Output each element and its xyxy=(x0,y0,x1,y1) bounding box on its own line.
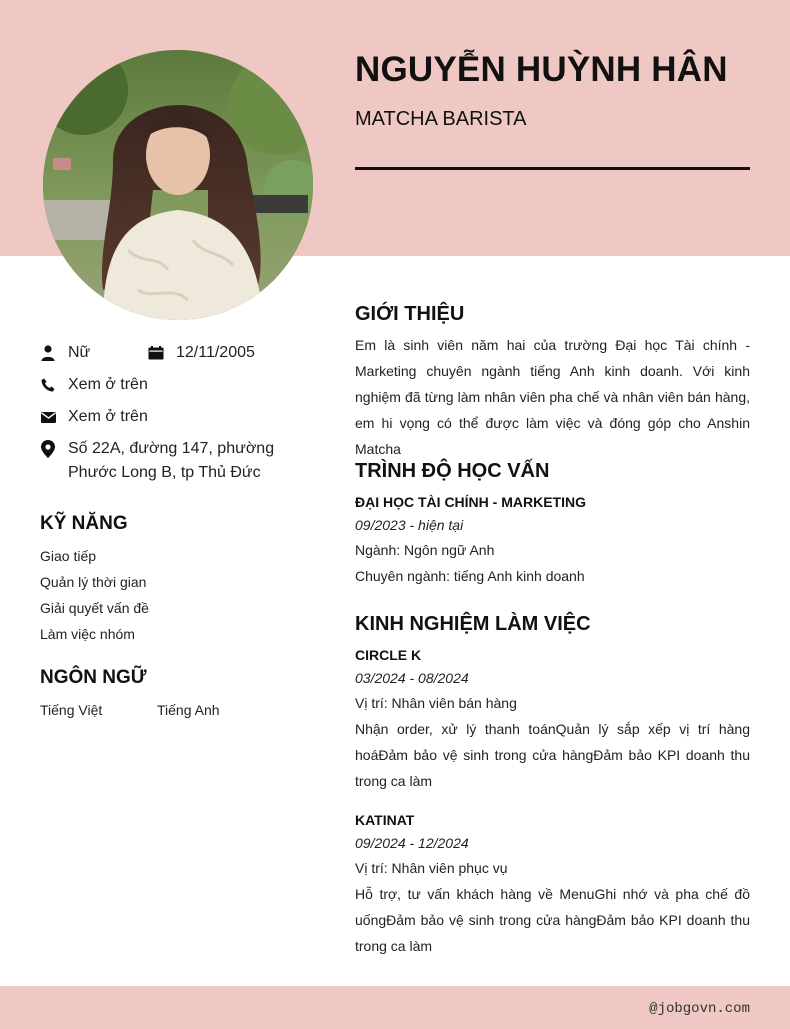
job-description: Nhận order, xử lý thanh toánQuản lý sắp xếp vị trí hàng hoáĐảm bảo vệ sinh trong cửa hàngĐảm bảo KPI doanh thu trong ca làm xyxy=(355,721,750,789)
gender-row xyxy=(40,341,90,365)
job-position: Vị trí: Nhân viên bán hàng xyxy=(355,695,517,711)
birthdate-row xyxy=(148,341,255,365)
language-item: Tiếng Anh xyxy=(157,702,220,718)
source-watermark: @jobgovn.com xyxy=(649,1001,750,1017)
skill-item: Giải quyết vấn đề xyxy=(40,600,149,616)
email-value: Xem ở trên xyxy=(68,408,148,425)
education-specialization: Chuyên ngành: tiếng Anh kinh doanh xyxy=(355,568,585,584)
phone-value: Xem ở trên xyxy=(68,376,148,393)
email-row xyxy=(40,405,148,429)
phone-row xyxy=(40,373,148,397)
skill-item: Làm việc nhóm xyxy=(40,626,135,642)
education-heading: TRÌNH ĐỘ HỌC VẤN xyxy=(355,460,550,482)
experience-heading: KINH NGHIỆM LÀM VIỆC xyxy=(355,613,591,635)
intro-heading: GIỚI THIỆU xyxy=(355,303,465,325)
job-company: CIRCLE K xyxy=(355,647,422,663)
job-period: 09/2024 - 12/2024 xyxy=(355,835,469,851)
intro-text: Em là sinh viên năm hai của trường Đại học Tài chính - Marketing chuyên ngành tiếng Anh kinh doanh. Với kinh nghiệm đã từng làm nhân viên pha chế và nhân viên bán hàng, em hi vọng có thể được làm việc và đóng góp cho Anshin Matcha xyxy=(355,337,750,457)
address-value: Số 22A, đường 147, phường Phước Long B, tp Thủ Đức xyxy=(68,440,275,481)
mail-icon xyxy=(40,405,56,429)
education-major: Ngành: Ngôn ngữ Anh xyxy=(355,542,495,558)
skills-heading: KỸ NĂNG xyxy=(40,513,128,534)
job-description: Hỗ trợ, tư vấn khách hàng về MenuGhi nhớ và pha chế đồ uốngĐảm bảo vệ sinh trong cửa hàngĐảm bảo KPI doanh thu trong ca làm xyxy=(355,886,750,954)
address-row xyxy=(40,437,325,485)
languages-heading: NGÔN NGỮ xyxy=(40,667,147,688)
birthdate-value: 12/11/2005 xyxy=(176,344,255,361)
school-name: ĐẠI HỌC TÀI CHÍNH - MARKETING xyxy=(355,494,586,510)
job-title: MATCHA BARISTA xyxy=(355,108,527,130)
skill-item: Quản lý thời gian xyxy=(40,574,147,590)
education-period: 09/2023 - hiện tại xyxy=(355,517,464,533)
candidate-name: NGUYỄN HUỲNH HÂN xyxy=(355,50,728,89)
user-icon xyxy=(40,341,56,365)
phone-icon xyxy=(40,373,56,397)
job-position: Vị trí: Nhân viên phục vụ xyxy=(355,860,508,876)
language-item: Tiếng Việt xyxy=(40,702,103,718)
location-pin-icon xyxy=(40,437,56,461)
skill-item: Giao tiếp xyxy=(40,548,97,564)
job-period: 03/2024 - 08/2024 xyxy=(355,670,469,686)
header-divider xyxy=(355,167,750,170)
profile-photo xyxy=(43,50,313,320)
job-company: KATINAT xyxy=(355,812,415,828)
gender-value: Nữ xyxy=(68,344,91,361)
calendar-icon xyxy=(148,341,164,365)
